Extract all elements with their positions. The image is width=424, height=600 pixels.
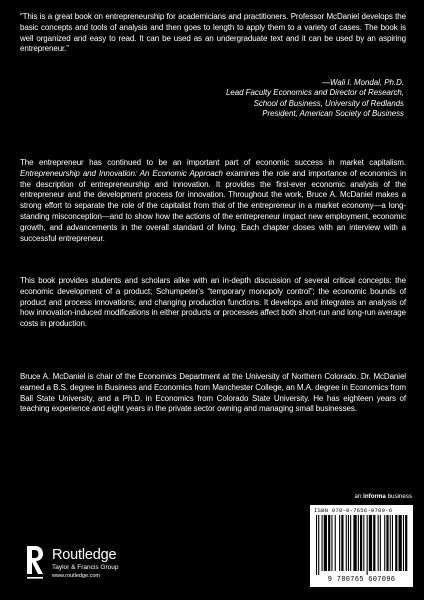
book-title: Entrepreneurship and Innovation: An Economic Approach (20, 168, 223, 178)
author-bio: Bruce A. McDaniel is chair of the Economics Department at the University of Northern Colorado. Dr. McDaniel earned a B.S. degree in Business and Economics from Manchester College, an M.A. degree in Economics from Ball State University, and a Ph.D. in Economics from Colorado State University. He has eighteen years of teaching experience and eight years in the private sector owning and managing small businesses. (20, 372, 406, 414)
barcode (310, 505, 413, 587)
endorser-title-2: School of Business, University of Redlands (253, 98, 404, 108)
publisher-group: Taylor & Francis Group (52, 564, 119, 571)
routledge-logo (24, 544, 164, 588)
description-body: examines the role and importance of economics in the description of entrepreneurship and innovation. It provides the first-ever economic analysis of the entrepreneur and the development process for innovation. Throughout the work, Bruce A. McDaniel makes a strong effort to separate the role of the capitalist from that of the entrepreneur in a market economy—a long-standing misconception—and to show how the actions of the entrepreneur impact new employment, economic growth, and advancements in the overall standard of living. Each chapter closes with an interview with a successful entrepreneur. (20, 168, 406, 243)
isbn-label: ISBN 978-0-7656-0709-6 (314, 507, 393, 514)
publisher-name: Routledge (52, 547, 117, 563)
endorsement-quote: “This is a great book on entrepreneurship for academicians and practitioners. Professor McDaniel develops the basic concepts and tools of analysis and then goes to length to apply them to a variety of cases. The book is well organized and easy to read. It can be used as an undergraduate text and it can be used by an aspiring entrepreneur.” (20, 12, 406, 54)
description-lead: The entrepreneur has continued to be an important part of economic success in market capitalism. (20, 158, 406, 167)
informa-brand: informa (363, 493, 386, 500)
endorser-name: —Wali I. Mondal, Ph.D. (322, 78, 404, 87)
description-paragraph-2: This book provides students and scholars alike with an in-depth discussion of several critical concepts: the economic development of a product; Schumpeter’s “temporary monopoly control”; the economic bounds of product and process innovations; and changing production functions. It develops and integrates an analysis of how innovation-induced modifications in either products or processes affect both short-run and long-run average costs in production. (20, 276, 406, 329)
endorsement-attribution (104, 78, 404, 120)
barcode-bars (314, 515, 409, 575)
routledge-r-icon (24, 544, 46, 584)
informa-business-line: an informa business (354, 493, 412, 500)
endorser-title-1: Lead Faculty Economics and Director of Research, (225, 88, 404, 98)
endorser-title-3: President, American Society of Business (262, 109, 404, 119)
ean-number: 9 780765 607096 (327, 576, 396, 584)
publisher-url: www.routledge.com (52, 573, 100, 579)
description-paragraph-1 (20, 158, 406, 244)
